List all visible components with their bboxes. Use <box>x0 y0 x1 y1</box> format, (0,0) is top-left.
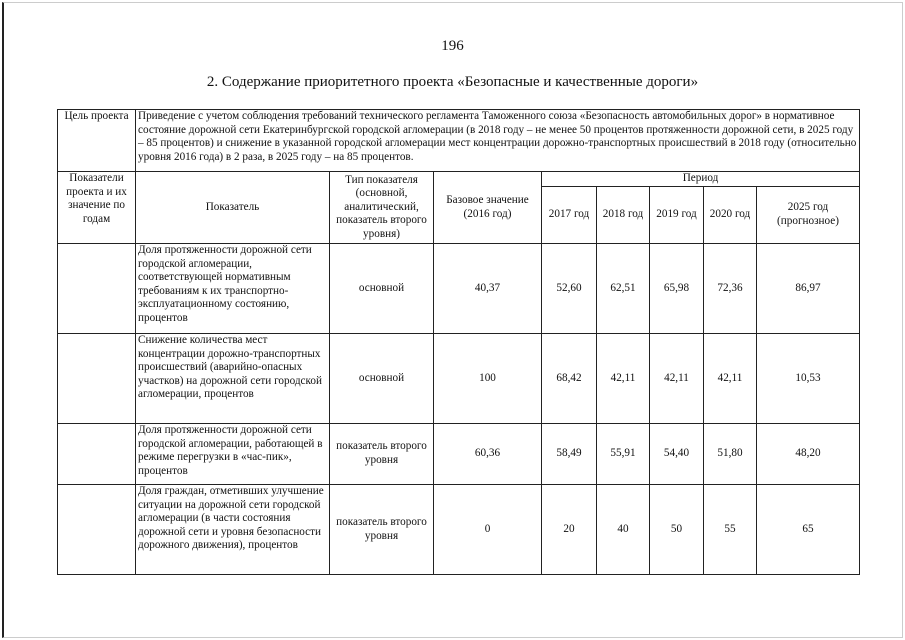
table-row <box>58 334 860 424</box>
indicators-label: Показатели проекта и их значение по годам <box>58 172 136 244</box>
base-value: 60,36 <box>434 424 542 485</box>
value-2019: 50 <box>650 485 704 575</box>
section-title: 2. Содержание приоритетного проекта «Безопасные и качественные дороги» <box>206 74 699 90</box>
value-2019: 54,40 <box>650 424 704 485</box>
indicator-type: основной <box>330 334 434 424</box>
indicator-name: Доля протяженности дорожной сети городской агломерации, соответствующей нормативным требованиям к их транспортно-эксплуатационному состоянию, процентов <box>136 244 330 334</box>
empty-cell <box>58 485 136 575</box>
empty-cell <box>58 244 136 334</box>
base-value: 0 <box>434 485 542 575</box>
value-2019: 65,98 <box>650 244 704 334</box>
table-row <box>58 244 860 334</box>
empty-cell <box>58 424 136 485</box>
value-2020: 42,11 <box>704 334 757 424</box>
table-row <box>58 424 860 485</box>
goal-row <box>58 110 860 172</box>
indicator-type: показатель второго уровня <box>330 485 434 575</box>
value-2018: 62,51 <box>597 244 650 334</box>
value-2025: 48,20 <box>757 424 860 485</box>
table-row <box>58 485 860 575</box>
indicator-name: Снижение количества мест концентрации дорожно-транспортных происшествий (аварийно-опасных участков) на дорожной сети городской агломерации, процентов <box>136 334 330 424</box>
value-2018: 55,91 <box>597 424 650 485</box>
year-header: 2020 год <box>704 187 757 244</box>
indicator-type: показатель второго уровня <box>330 424 434 485</box>
value-2025: 86,97 <box>757 244 860 334</box>
year-header: 2017 год <box>542 187 597 244</box>
indicator-header: Показатель <box>136 172 330 244</box>
goal-text: Приведение с учетом соблюдения требований технического регламента Таможенного союза «Безопасность автомобильных дорог» в нормативное состояние дорожной сети Екатеринбургской городской агломерации (в 2018 году – не менее 50 процентов протяженности дорожной сети, в 2025 году – 85 процентов) и снижение в указанной городской агломерации мест концентрации дорожно-транспортных происшествий в 2018 году (относительно уровня 2016 года) в 2 раза, в 2025 году – на 85 процентов. <box>136 110 860 172</box>
empty-cell <box>58 334 136 424</box>
value-2017: 20 <box>542 485 597 575</box>
value-2025: 65 <box>757 485 860 575</box>
indicator-type: основной <box>330 244 434 334</box>
value-2020: 51,80 <box>704 424 757 485</box>
base-value: 40,37 <box>434 244 542 334</box>
year-header: 2018 год <box>597 187 650 244</box>
year-header: 2025 год (прогнозное) <box>757 187 860 244</box>
project-table <box>57 109 860 575</box>
type-header: Тип показателя (основной, аналитический, показатель второго уровня) <box>330 172 434 244</box>
base-header: Базовое значение (2016 год) <box>434 172 542 244</box>
value-2025: 10,53 <box>757 334 860 424</box>
value-2017: 68,42 <box>542 334 597 424</box>
year-header: 2019 год <box>650 187 704 244</box>
header-row-1 <box>58 172 860 187</box>
value-2019: 42,11 <box>650 334 704 424</box>
value-2020: 55 <box>704 485 757 575</box>
period-header: Период <box>542 172 860 187</box>
value-2018: 40 <box>597 485 650 575</box>
value-2018: 42,11 <box>597 334 650 424</box>
value-2020: 72,36 <box>704 244 757 334</box>
page-number: 196 <box>441 38 464 54</box>
value-2017: 58,49 <box>542 424 597 485</box>
base-value: 100 <box>434 334 542 424</box>
value-2017: 52,60 <box>542 244 597 334</box>
indicator-name: Доля протяженности дорожной сети городской агломерации, работающей в режиме перегрузки в «час-пик», процентов <box>136 424 330 485</box>
indicator-name: Доля граждан, отметивших улучшение ситуации на дорожной сети городской агломерации (в части состояния дорожной сети и уровня безопасности дорожного движения), процентов <box>136 485 330 575</box>
goal-label: Цель проекта <box>58 110 136 172</box>
